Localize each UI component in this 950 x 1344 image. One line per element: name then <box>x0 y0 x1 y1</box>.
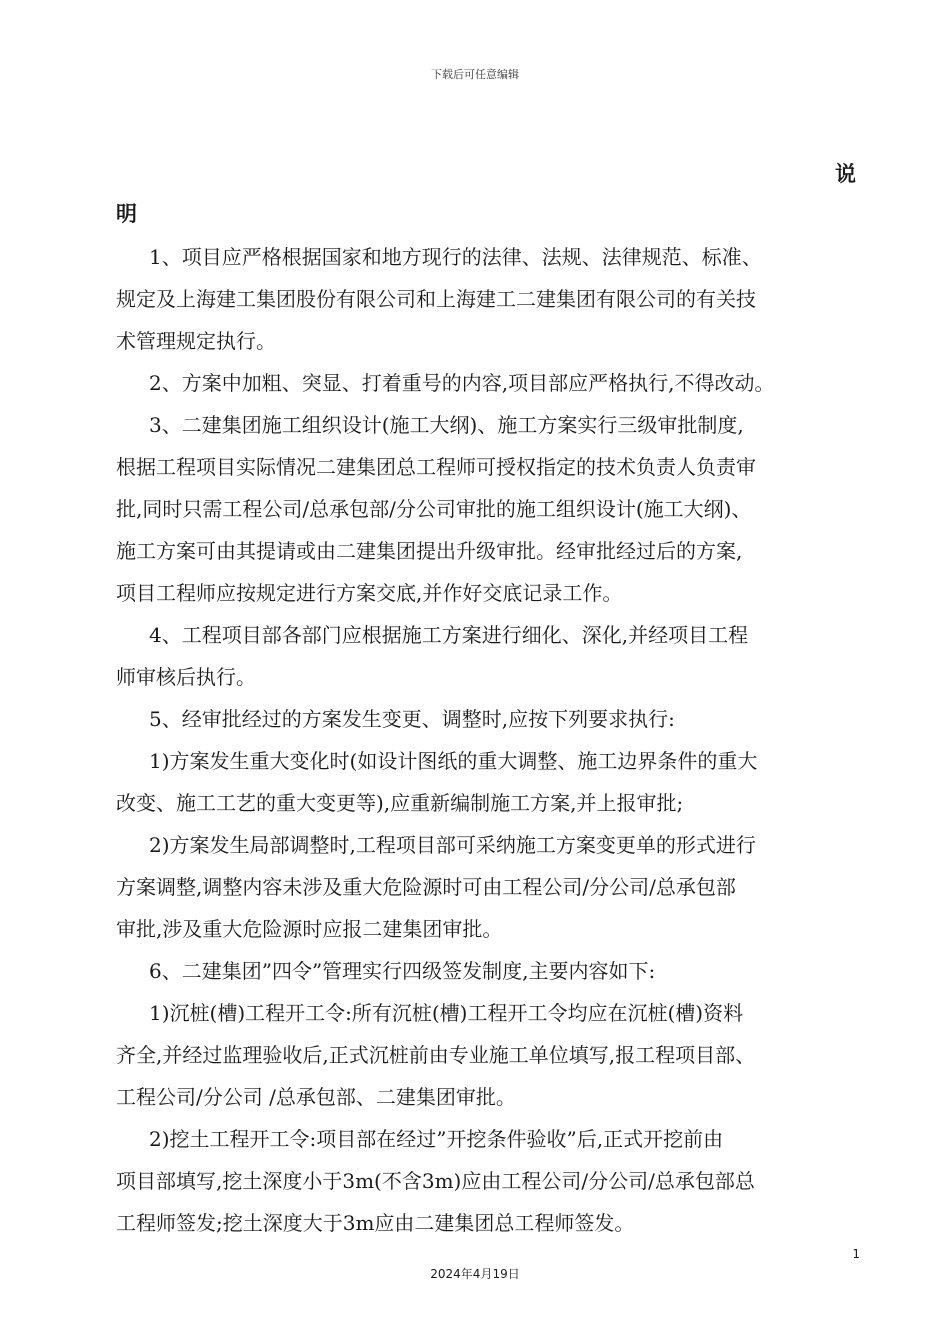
text-line: 术管理规定执行。 <box>116 329 276 353</box>
text-line: 改变、施工工艺的重大变更等),应重新编制施工方案,并上报审批; <box>116 791 684 815</box>
text-line: 工程公司/分公司 /总承包部、二建集团审批。 <box>116 1085 516 1109</box>
text-line: 6、二建集团”四令”管理实行四级签发制度,主要内容如下: <box>149 959 656 983</box>
text-line: 2)方案发生局部调整时,工程项目部可采纳施工方案变更单的形式进行 <box>149 833 756 857</box>
text-line: 3、二建集团施工组织设计(施工大纲)、施工方案实行三级审批制度, <box>149 413 744 437</box>
text-line: 师审核后执行。 <box>116 665 256 689</box>
text-line: 施工方案可由其提请或由二建集团提出升级审批。经审批经过后的方案, <box>116 539 743 563</box>
text-line: 4、工程项目部各部门应根据施工方案进行细化、深化,并经项目工程 <box>149 623 749 647</box>
title-part-2: 明 <box>116 201 137 226</box>
text-line: 2)挖土工程开工令:项目部在经过”开挖条件验收”后,正式开挖前由 <box>149 1127 724 1151</box>
text-line: 5、经审批经过的方案发生变更、调整时,应按下列要求执行: <box>149 707 675 731</box>
text-line: 工程师签发;挖土深度大于3m应由二建集团总工程师签发。 <box>116 1211 635 1235</box>
text-line: 方案调整,调整内容未涉及重大危险源时可由工程公司/分公司/总承包部 <box>116 875 736 899</box>
text-line: 1)沉桩(槽)工程开工令:所有沉桩(槽)工程开工令均应在沉桩(槽)资料 <box>149 1001 744 1025</box>
page-header: 下载后可任意编辑 <box>431 68 519 81</box>
text-line: 项目工程师应按规定进行方案交底,并作好交底记录工作。 <box>116 581 623 605</box>
text-line: 1、项目应严格根据国家和地方现行的法律、法规、法律规范、标准、 <box>149 245 762 269</box>
text-line: 项目部填写,挖土深度小于3m(不含3m)应由工程公司/分公司/总承包部总 <box>116 1169 755 1193</box>
text-line: 批,同时只需工程公司/总承包部/分公司审批的施工组织设计(施工大纲)、 <box>116 497 752 521</box>
text-line: 根据工程项目实际情况二建集团总工程师可授权指定的技术负责人负责审 <box>116 455 756 479</box>
title-part-1: 说 <box>835 161 858 186</box>
text-line: 审批,涉及重大危险源时应报二建集团审批。 <box>116 917 503 941</box>
footer-date: 2024年4月19日 <box>430 1267 520 1281</box>
text-line: 齐全,并经过监理验收后,正式沉桩前由专业施工单位填写,报工程项目部、 <box>116 1043 756 1067</box>
page-number: 1 <box>852 1247 860 1261</box>
document-body <box>116 236 866 1244</box>
text-line: 2、方案中加粗、突显、打着重号的内容,项目部应严格执行,不得改动。 <box>149 371 775 395</box>
text-line: 规定及上海建工集团股份有限公司和上海建工二建集团有限公司的有关技 <box>116 287 756 311</box>
text-line: 1)方案发生重大变化时(如设计图纸的重大调整、施工边界条件的重大 <box>149 749 758 773</box>
